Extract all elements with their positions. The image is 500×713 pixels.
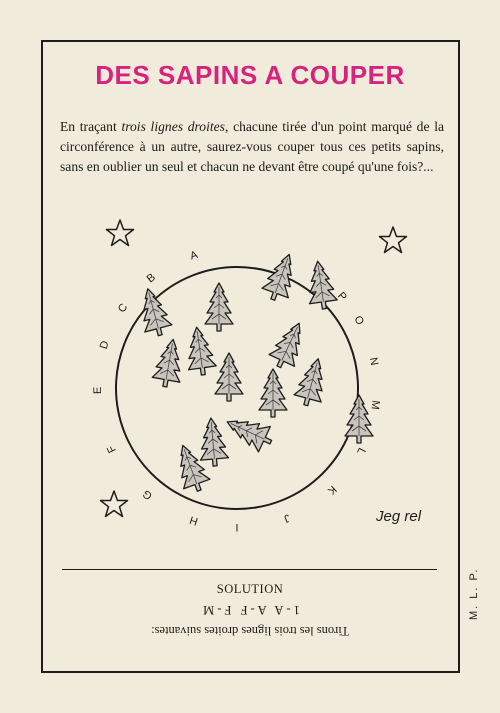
tree-icon bbox=[345, 395, 373, 443]
point-label-l: L bbox=[354, 445, 368, 457]
point-label-k: K bbox=[325, 482, 339, 497]
puzzle-diagram bbox=[41, 205, 461, 535]
point-label-m: M bbox=[368, 399, 382, 411]
intro-rest: , chacune tirée d'un point marqué de la circonférence à un autre, saurez-vous couper tous ces petits sapins, sans en oublier un seul et chacun ne devant être coupé qu'une fois?... bbox=[60, 119, 445, 174]
tree-icon bbox=[292, 355, 331, 409]
star-icon bbox=[380, 227, 407, 253]
side-label: M. L. P. bbox=[468, 567, 480, 620]
star-icon bbox=[101, 491, 128, 517]
tree-icon bbox=[197, 417, 229, 467]
puzzle-intro bbox=[60, 117, 444, 177]
point-label-b: B bbox=[144, 271, 158, 286]
point-label-a: A bbox=[188, 248, 200, 263]
point-label-o: O bbox=[351, 313, 367, 328]
tree-icon bbox=[215, 353, 243, 401]
point-label-i: I bbox=[235, 521, 239, 534]
point-label-j: J bbox=[282, 511, 292, 525]
tree-icon bbox=[266, 317, 312, 372]
solution-lines: 1-A A-F F-M bbox=[200, 603, 300, 617]
intro-start: En traçant bbox=[60, 119, 122, 134]
point-label-n: N bbox=[366, 356, 381, 367]
tree-icon bbox=[183, 325, 217, 376]
artist-signature: Jeg rel bbox=[376, 508, 422, 525]
point-label-e: E bbox=[91, 386, 104, 395]
solution-divider bbox=[62, 569, 437, 570]
puzzle-title: DES SAPINS A COUPER bbox=[95, 60, 405, 90]
tree-icon bbox=[259, 369, 287, 417]
point-label-d: D bbox=[97, 339, 112, 351]
tree-icon bbox=[304, 259, 338, 310]
tree-icon bbox=[205, 283, 233, 331]
point-label-h: H bbox=[188, 513, 200, 528]
solution-heading: SOLUTION bbox=[216, 582, 284, 596]
intro-emphasis: trois lignes droites bbox=[121, 119, 225, 134]
point-label-g: G bbox=[140, 487, 155, 502]
solution-text: Tirons les trois lignes droites suivantes: bbox=[151, 624, 349, 638]
point-label-f: F bbox=[105, 443, 119, 455]
point-label-p: P bbox=[335, 290, 349, 304]
tree-icon bbox=[134, 285, 173, 339]
star-icon bbox=[107, 220, 134, 246]
tree-icon bbox=[151, 337, 187, 389]
point-label-c: C bbox=[115, 301, 131, 315]
tree-icon bbox=[260, 250, 303, 305]
tree-icon bbox=[221, 409, 276, 455]
